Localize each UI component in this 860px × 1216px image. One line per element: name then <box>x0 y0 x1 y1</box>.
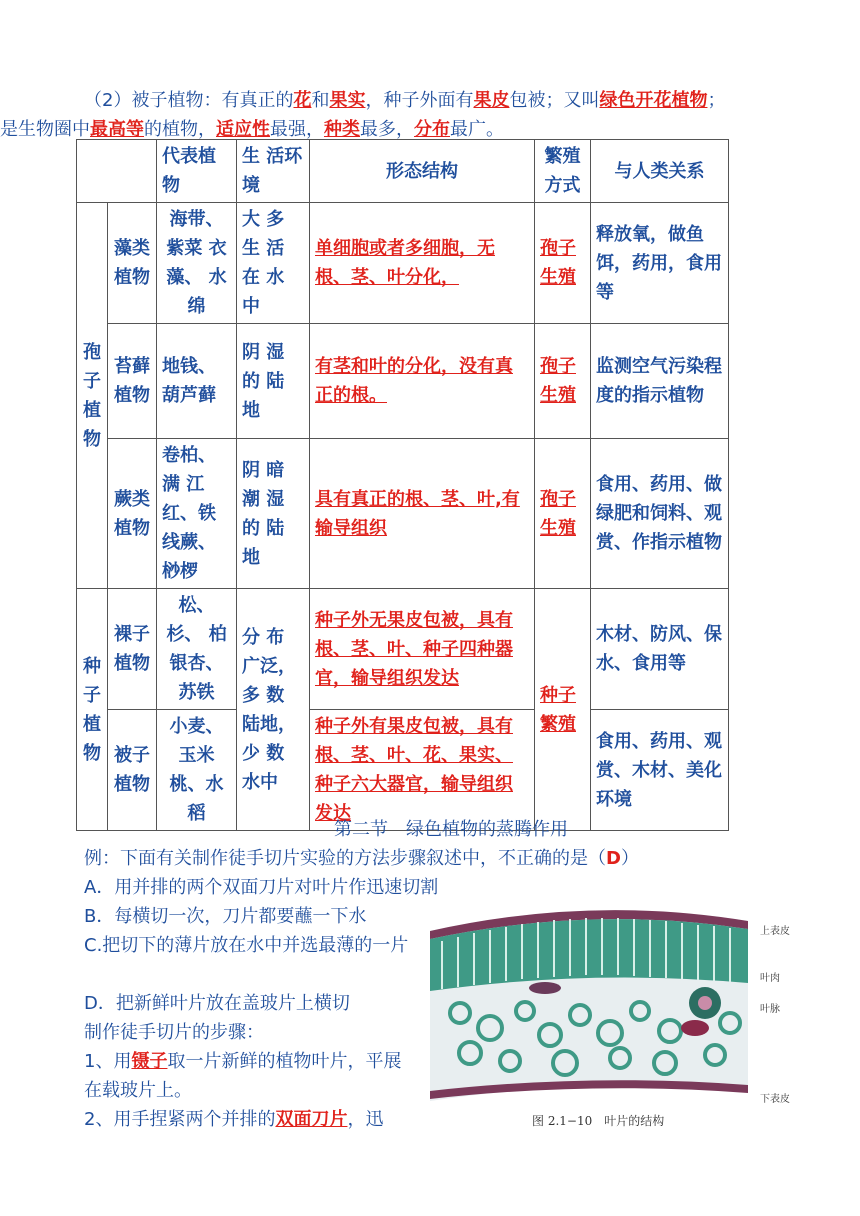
leaf-section-figure <box>430 903 748 1105</box>
stem-close: ） <box>620 848 639 869</box>
struct-cell: 单细胞或者多细胞，无根、茎、叶分化， <box>310 203 535 324</box>
rel-cell: 监测空气污染程度的指示植物 <box>591 324 729 439</box>
intro-text: 最多， <box>360 119 414 140</box>
intro-text: 和 <box>311 90 330 111</box>
header-blank <box>77 140 157 203</box>
struct-cell: 有茎和叶的分化，没有真正的根。 <box>310 324 535 439</box>
struct-cell: 具有真正的根、茎、叶,有输导组织 <box>310 439 535 589</box>
intro-text: 是生物圈中 <box>0 119 90 140</box>
table-row <box>77 324 729 439</box>
env-cell: 阴 暗 潮 湿 的 陆 地 <box>237 439 310 589</box>
intro-text: （2）被子植物：有真正的 <box>84 90 294 111</box>
option-a: A．用并排的两个双面刀片对叶片作迅速切割 <box>84 877 439 898</box>
header-struct: 形态结构 <box>310 140 535 203</box>
label-vein: 叶脉 <box>760 1004 780 1015</box>
group-spore: 孢子植物 <box>77 203 108 589</box>
stem-text: 例：下面有关制作徒手切片实验的方法步骤叙述中，不正确的是（ <box>84 848 606 869</box>
steps-title: 制作徒手切片的步骤： <box>84 1022 264 1043</box>
option-c: C.把切下的薄片放在水中并选最薄的一片 <box>84 935 409 956</box>
intro-text: ； <box>707 90 726 111</box>
key-term: 绿色开花植物 <box>599 90 708 111</box>
leaf-micrograph-image <box>430 903 748 1105</box>
section-number: 第二节 <box>334 819 388 840</box>
rel-cell: 释放氧，做鱼饵，药用，食用等 <box>591 203 729 324</box>
step-2 <box>84 1105 414 1134</box>
answer-letter: D <box>606 848 621 869</box>
key-term: 花 <box>293 90 312 111</box>
repro-cell: 孢子生殖 <box>535 324 591 439</box>
step-text: 1、用 <box>84 1051 132 1072</box>
type-cell: 苔藓植物 <box>108 324 157 439</box>
question-stem <box>84 844 804 873</box>
step-text: ，迅 <box>347 1109 384 1130</box>
label-lower-epidermis: 下表皮 <box>760 1094 790 1105</box>
env-cell: 分 布 广泛， 多 数 陆地， 少 数 水中 <box>237 589 310 831</box>
label-upper-epidermis: 上表皮 <box>760 926 790 937</box>
intro-text: 的植物， <box>144 119 216 140</box>
type-cell: 藻类植物 <box>108 203 157 324</box>
intro-text: 包被；又叫 <box>509 90 600 111</box>
table-row <box>77 710 729 831</box>
group-seed: 种子植物 <box>77 589 108 831</box>
table-row <box>77 439 729 589</box>
table-row <box>77 203 729 324</box>
header-rel: 与人类关系 <box>591 140 729 203</box>
section-name: 绿色植物的蒸腾作用 <box>406 819 568 840</box>
repro-cell: 孢子生殖 <box>535 203 591 324</box>
struct-cell: 种子外有果皮包被，具有根、茎、叶、花、果实、种子六大器官，输导组织发达 <box>310 710 535 831</box>
table-row <box>77 589 729 710</box>
key-term: 果皮 <box>473 90 510 111</box>
intro-paragraph <box>0 86 784 144</box>
intro-text: 最广。 <box>450 119 504 140</box>
step-text: 2、用手捏紧两个并排的 <box>84 1109 276 1130</box>
figure-caption: 图 2.1−10 叶片的结构 <box>532 1114 665 1128</box>
key-term: 最高等 <box>90 119 144 140</box>
repro-cell: 种子繁殖 <box>535 589 591 831</box>
section-title <box>334 815 586 841</box>
label-mesophyll: 叶肉 <box>760 973 780 984</box>
option-d: D．把新鲜叶片放在盖玻片上横切 <box>84 993 350 1014</box>
type-cell: 裸子植物 <box>108 589 157 710</box>
intro-text: ，种子外面有 <box>365 90 474 111</box>
key-term: 双面刀片 <box>275 1109 348 1130</box>
key-term: 分布 <box>414 119 450 140</box>
rep-cell: 松、杉、 柏 银杏、 苏铁 <box>157 589 237 710</box>
step-text: 取一片新鲜的植物叶片，平展在载玻片上。 <box>84 1051 402 1101</box>
key-term: 镊子 <box>131 1051 168 1072</box>
table-header-row <box>77 140 729 203</box>
rep-cell: 地钱、葫芦藓 <box>157 324 237 439</box>
env-cell: 大 多 生 活 在 水 中 <box>237 203 310 324</box>
intro-text: 最强， <box>270 119 324 140</box>
rep-cell: 小麦、 玉米 桃、水 稻 <box>157 710 237 831</box>
rep-cell: 海带、 紫菜 衣藻、 水绵 <box>157 203 237 324</box>
key-term: 果实 <box>329 90 366 111</box>
header-rep: 代表植物 <box>157 140 237 203</box>
rel-cell: 木材、防风、保水、食用等 <box>591 589 729 710</box>
key-term: 适应性 <box>216 119 270 140</box>
key-term: 种类 <box>324 119 360 140</box>
header-repro: 繁殖方式 <box>535 140 591 203</box>
option-b: B．每横切一次，刀片都要蘸一下水 <box>84 906 367 927</box>
repro-cell: 孢子生殖 <box>535 439 591 589</box>
plant-classification-table <box>76 139 729 831</box>
type-cell: 蕨类植物 <box>108 439 157 589</box>
rel-cell: 食用、药用、观赏、木材、美化环境 <box>591 710 729 831</box>
header-env: 生 活环境 <box>237 140 310 203</box>
step-1 <box>84 1047 414 1105</box>
env-cell: 阴 湿 的 陆 地 <box>237 324 310 439</box>
type-cell: 被子植物 <box>108 710 157 831</box>
struct-cell: 种子外无果皮包被，具有根、茎、叶、种子四种器官，输导组织发达 <box>310 589 535 710</box>
rel-cell: 食用、药用、做绿肥和饲料、观赏、作指示植物 <box>591 439 729 589</box>
rep-cell: 卷柏、满 江 红、铁线蕨、桫椤 <box>157 439 237 589</box>
